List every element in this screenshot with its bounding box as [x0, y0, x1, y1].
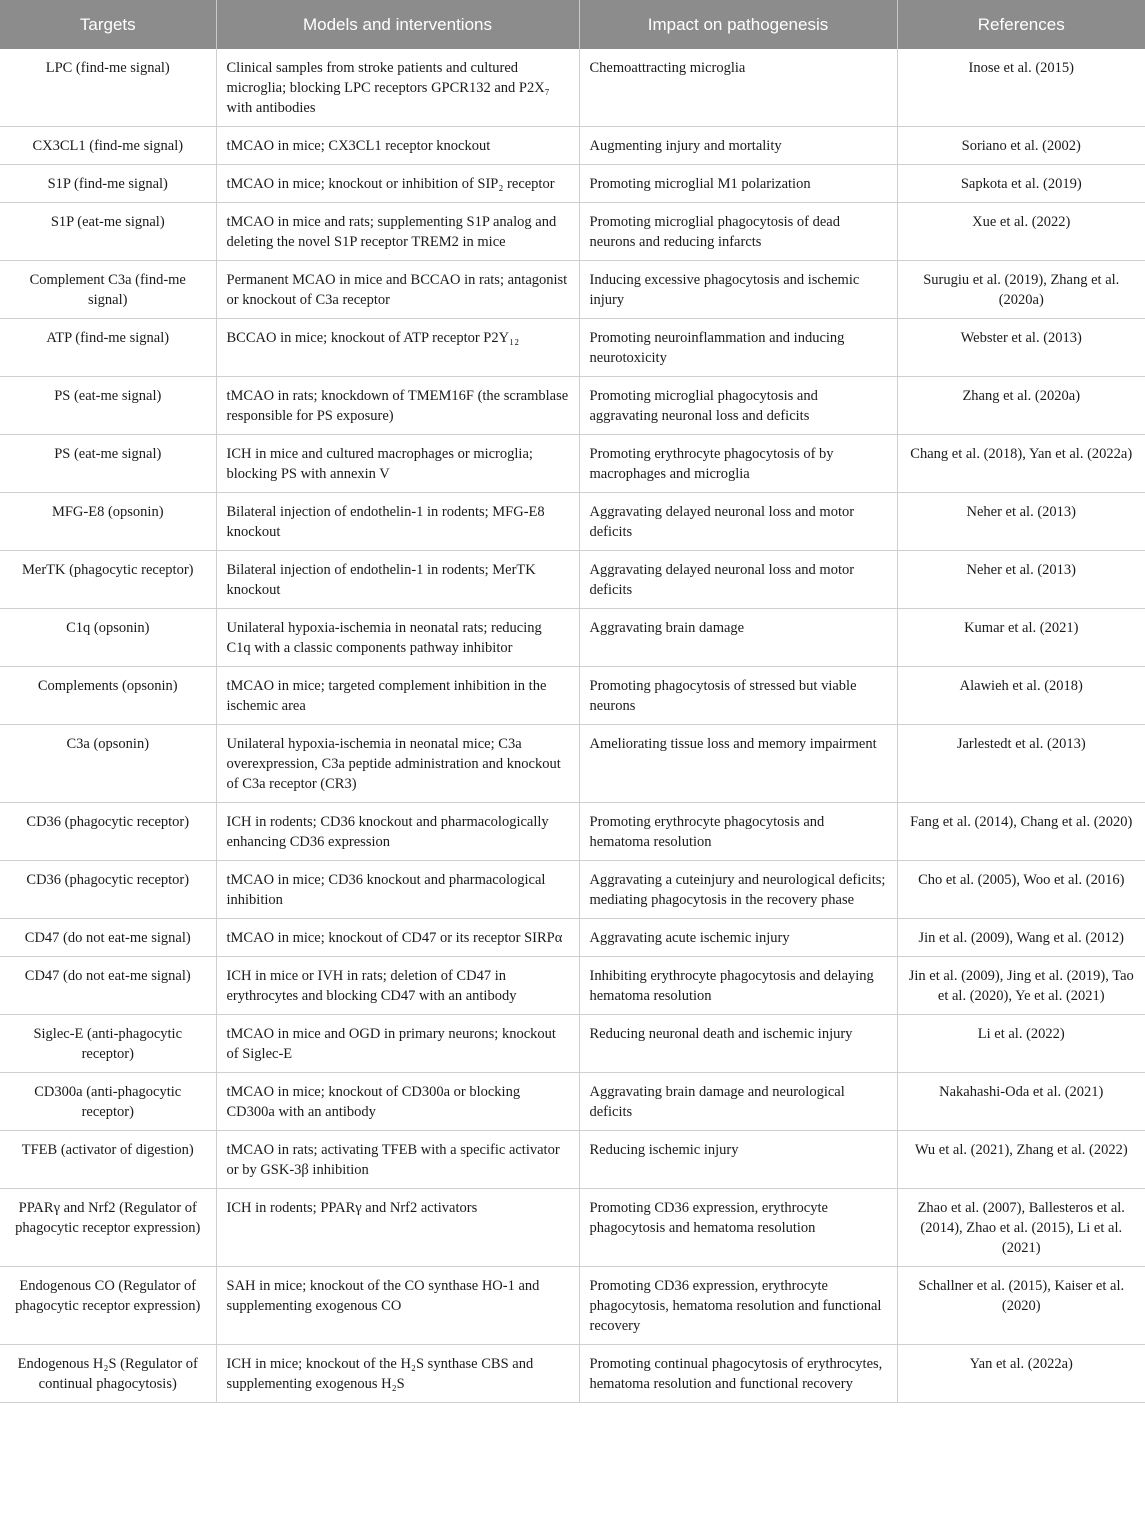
table-row: [0, 1073, 1145, 1131]
target-cell: CD47 (do not eat-me signal): [0, 919, 216, 957]
references-cell: Surugiu et al. (2019), Zhang et al. (2020a): [897, 261, 1145, 319]
impact-cell: Promoting neuroinflammation and inducing neurotoxicity: [579, 319, 897, 377]
references-cell: Cho et al. (2005), Woo et al. (2016): [897, 861, 1145, 919]
impact-cell: Reducing ischemic injury: [579, 1131, 897, 1189]
table-row: [0, 165, 1145, 203]
model-cell: tMCAO in mice; CD36 knockout and pharmacological inhibition: [216, 861, 579, 919]
model-cell: tMCAO in mice; targeted complement inhibition in the ischemic area: [216, 667, 579, 725]
table-row: [0, 319, 1145, 377]
target-cell: CD300a (anti-phagocytic receptor): [0, 1073, 216, 1131]
model-cell: tMCAO in mice; knockout or inhibition of SIP₂ receptor: [216, 165, 579, 203]
impact-cell: Promoting phagocytosis of stressed but viable neurons: [579, 667, 897, 725]
target-cell: Siglec-E (anti-phagocytic receptor): [0, 1015, 216, 1073]
impact-cell: Promoting erythrocyte phagocytosis of by macrophages and microglia: [579, 435, 897, 493]
references-cell: Fang et al. (2014), Chang et al. (2020): [897, 803, 1145, 861]
impact-cell: Inhibiting erythrocyte phagocytosis and delaying hematoma resolution: [579, 957, 897, 1015]
table-row: [0, 803, 1145, 861]
target-cell: PS (eat-me signal): [0, 435, 216, 493]
impact-cell: Aggravating a cuteinjury and neurological deficits; mediating phagocytosis in the recovery phase: [579, 861, 897, 919]
target-cell: CD47 (do not eat-me signal): [0, 957, 216, 1015]
references-cell: Neher et al. (2013): [897, 551, 1145, 609]
table-row: [0, 551, 1145, 609]
references-cell: Yan et al. (2022a): [897, 1345, 1145, 1403]
model-cell: tMCAO in rats; knockdown of TMEM16F (the scramblase responsible for PS exposure): [216, 377, 579, 435]
model-cell: Permanent MCAO in mice and BCCAO in rats; antagonist or knockout of C3a receptor: [216, 261, 579, 319]
model-cell: tMCAO in mice and rats; supplementing S1P analog and deleting the novel S1P receptor TREM2 in mice: [216, 203, 579, 261]
model-cell: ICH in mice; knockout of the H₂S synthase CBS and supplementing exogenous H₂S: [216, 1345, 579, 1403]
model-cell: ICH in mice or IVH in rats; deletion of CD47 in erythrocytes and blocking CD47 with an antibody: [216, 957, 579, 1015]
impact-cell: Promoting CD36 expression, erythrocyte phagocytosis, hematoma resolution and functional recovery: [579, 1267, 897, 1345]
target-cell: MerTK (phagocytic receptor): [0, 551, 216, 609]
references-cell: Alawieh et al. (2018): [897, 667, 1145, 725]
target-cell: PPARγ and Nrf2 (Regulator of phagocytic receptor expression): [0, 1189, 216, 1267]
impact-cell: Reducing neuronal death and ischemic injury: [579, 1015, 897, 1073]
table-row: [0, 377, 1145, 435]
table-row: [0, 49, 1145, 127]
references-cell: Li et al. (2022): [897, 1015, 1145, 1073]
table-row: [0, 1267, 1145, 1345]
references-cell: Jin et al. (2009), Jing et al. (2019), Tao et al. (2020), Ye et al. (2021): [897, 957, 1145, 1015]
target-cell: CX3CL1 (find-me signal): [0, 127, 216, 165]
references-cell: Jarlestedt et al. (2013): [897, 725, 1145, 803]
impact-cell: Aggravating brain damage and neurological deficits: [579, 1073, 897, 1131]
model-cell: tMCAO in mice; knockout of CD300a or blocking CD300a with an antibody: [216, 1073, 579, 1131]
model-cell: tMCAO in mice; knockout of CD47 or its receptor SIRPα: [216, 919, 579, 957]
table-row: [0, 127, 1145, 165]
table-row: [0, 667, 1145, 725]
references-cell: Soriano et al. (2002): [897, 127, 1145, 165]
table-row: [0, 493, 1145, 551]
target-cell: LPC (find-me signal): [0, 49, 216, 127]
impact-cell: Promoting microglial phagocytosis and aggravating neuronal loss and deficits: [579, 377, 897, 435]
header-row: [0, 0, 1145, 49]
table-row: [0, 203, 1145, 261]
target-cell: Complement C3a (find-me signal): [0, 261, 216, 319]
target-cell: ATP (find-me signal): [0, 319, 216, 377]
model-cell: Clinical samples from stroke patients and cultured microglia; blocking LPC receptors GPCR132 and P2X₇ with antibodies: [216, 49, 579, 127]
references-cell: Xue et al. (2022): [897, 203, 1145, 261]
references-cell: Zhao et al. (2007), Ballesteros et al. (2014), Zhao et al. (2015), Li et al. (2021): [897, 1189, 1145, 1267]
table-row: [0, 861, 1145, 919]
target-cell: S1P (find-me signal): [0, 165, 216, 203]
target-cell: Endogenous CO (Regulator of phagocytic receptor expression): [0, 1267, 216, 1345]
header-models: Models and interventions: [216, 0, 579, 49]
model-cell: Bilateral injection of endothelin-1 in rodents; MerTK knockout: [216, 551, 579, 609]
model-cell: tMCAO in mice; CX3CL1 receptor knockout: [216, 127, 579, 165]
impact-cell: Inducing excessive phagocytosis and ischemic injury: [579, 261, 897, 319]
model-cell: tMCAO in rats; activating TFEB with a specific activator or by GSK-3β inhibition: [216, 1131, 579, 1189]
model-cell: BCCAO in mice; knockout of ATP receptor P2Y₁₂: [216, 319, 579, 377]
table-row: [0, 1131, 1145, 1189]
target-cell: PS (eat-me signal): [0, 377, 216, 435]
model-cell: SAH in mice; knockout of the CO synthase HO-1 and supplementing exogenous CO: [216, 1267, 579, 1345]
impact-cell: Promoting microglial M1 polarization: [579, 165, 897, 203]
table-row: [0, 609, 1145, 667]
impact-cell: Augmenting injury and mortality: [579, 127, 897, 165]
model-cell: Bilateral injection of endothelin-1 in rodents; MFG-E8 knockout: [216, 493, 579, 551]
references-cell: Jin et al. (2009), Wang et al. (2012): [897, 919, 1145, 957]
references-cell: Webster et al. (2013): [897, 319, 1145, 377]
references-cell: Chang et al. (2018), Yan et al. (2022a): [897, 435, 1145, 493]
table-row: [0, 261, 1145, 319]
model-cell: ICH in rodents; PPARγ and Nrf2 activators: [216, 1189, 579, 1267]
impact-cell: Promoting microglial phagocytosis of dead neurons and reducing infarcts: [579, 203, 897, 261]
model-cell: Unilateral hypoxia-ischemia in neonatal rats; reducing C1q with a classic components pathway inhibitor: [216, 609, 579, 667]
table-row: [0, 725, 1145, 803]
header-targets: Targets: [0, 0, 216, 49]
impact-cell: Aggravating delayed neuronal loss and motor deficits: [579, 551, 897, 609]
target-cell: Complements (opsonin): [0, 667, 216, 725]
impact-cell: Aggravating brain damage: [579, 609, 897, 667]
references-cell: Inose et al. (2015): [897, 49, 1145, 127]
table-row: [0, 1345, 1145, 1403]
target-cell: MFG-E8 (opsonin): [0, 493, 216, 551]
impact-cell: Chemoattracting microglia: [579, 49, 897, 127]
references-cell: Sapkota et al. (2019): [897, 165, 1145, 203]
references-cell: Kumar et al. (2021): [897, 609, 1145, 667]
model-cell: ICH in rodents; CD36 knockout and pharmacologically enhancing CD36 expression: [216, 803, 579, 861]
references-cell: Neher et al. (2013): [897, 493, 1145, 551]
impact-cell: Ameliorating tissue loss and memory impairment: [579, 725, 897, 803]
references-cell: Zhang et al. (2020a): [897, 377, 1145, 435]
impact-cell: Aggravating acute ischemic injury: [579, 919, 897, 957]
target-cell: CD36 (phagocytic receptor): [0, 861, 216, 919]
target-cell: S1P (eat-me signal): [0, 203, 216, 261]
references-cell: Schallner et al. (2015), Kaiser et al. (2020): [897, 1267, 1145, 1345]
table-row: [0, 435, 1145, 493]
model-cell: tMCAO in mice and OGD in primary neurons; knockout of Siglec-E: [216, 1015, 579, 1073]
table-row: [0, 1015, 1145, 1073]
target-cell: C3a (opsonin): [0, 725, 216, 803]
impact-cell: Promoting erythrocyte phagocytosis and hematoma resolution: [579, 803, 897, 861]
table-row: [0, 957, 1145, 1015]
target-cell: TFEB (activator of digestion): [0, 1131, 216, 1189]
target-cell: CD36 (phagocytic receptor): [0, 803, 216, 861]
header-references: References: [897, 0, 1145, 49]
target-cell: C1q (opsonin): [0, 609, 216, 667]
references-cell: Nakahashi-Oda et al. (2021): [897, 1073, 1145, 1131]
header-impact: Impact on pathogenesis: [579, 0, 897, 49]
impact-cell: Aggravating delayed neuronal loss and motor deficits: [579, 493, 897, 551]
model-cell: ICH in mice and cultured macrophages or microglia; blocking PS with annexin V: [216, 435, 579, 493]
table-row: [0, 1189, 1145, 1267]
impact-cell: Promoting CD36 expression, erythrocyte phagocytosis and hematoma resolution: [579, 1189, 897, 1267]
table-row: [0, 919, 1145, 957]
references-cell: Wu et al. (2021), Zhang et al. (2022): [897, 1131, 1145, 1189]
model-cell: Unilateral hypoxia-ischemia in neonatal mice; C3a overexpression, C3a peptide administration and knockout of C3a receptor (CR3): [216, 725, 579, 803]
impact-cell: Promoting continual phagocytosis of erythrocytes, hematoma resolution and functional recovery: [579, 1345, 897, 1403]
target-cell: Endogenous H₂S (Regulator of continual phagocytosis): [0, 1345, 216, 1403]
